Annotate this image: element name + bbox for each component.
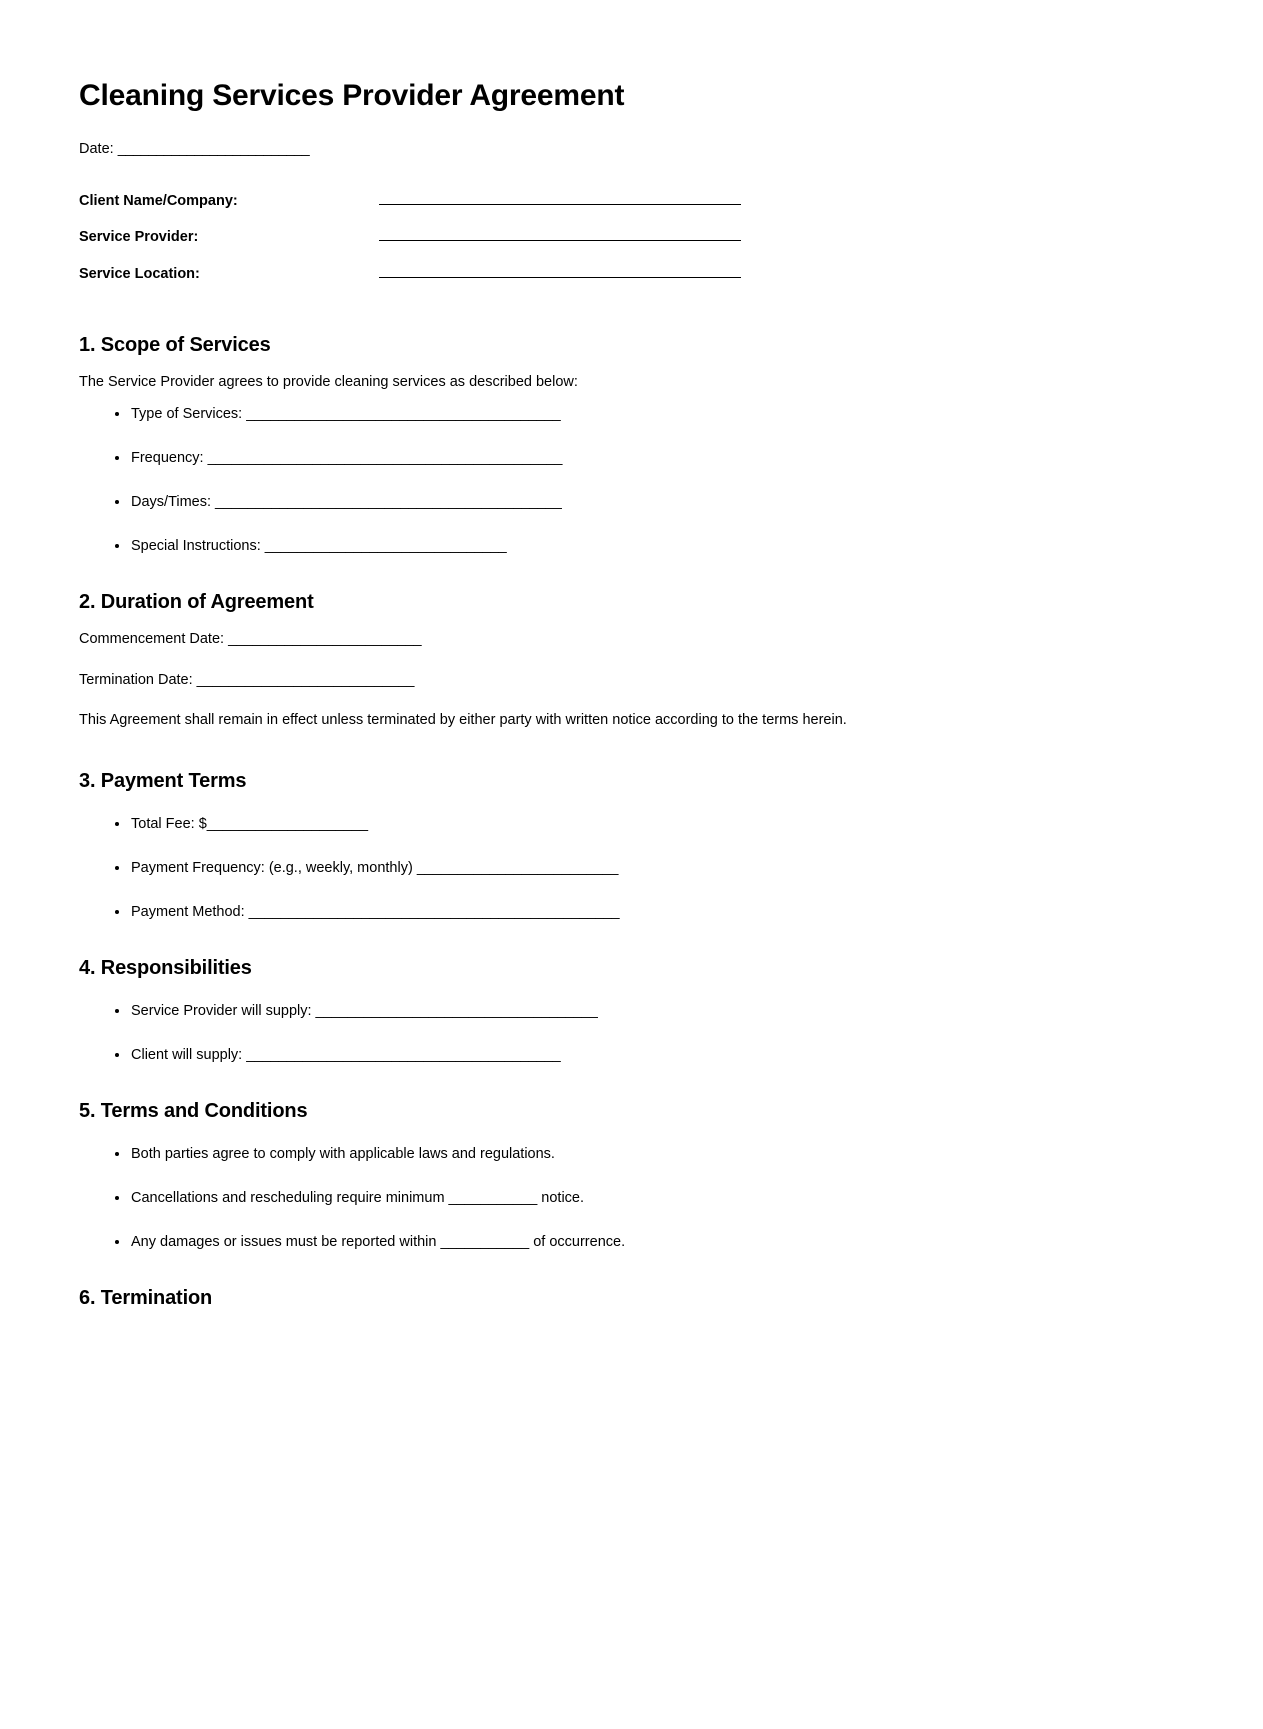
document-content — [79, 0, 1079, 1325]
termination-date-field[interactable]: Termination Date: ___________________________ — [79, 671, 415, 688]
section-terms-and-conditions — [79, 1066, 1079, 1253]
list-item[interactable]: Payment Method: ______________________________________________ — [79, 902, 1079, 923]
section-heading-3: 3. Payment Terms — [79, 770, 247, 793]
terms-conditions-list — [79, 1144, 1079, 1253]
scope-intro-text: The Service Provider agrees to provide cleaning services as described below: — [79, 374, 578, 391]
section-payment-terms — [79, 736, 1079, 923]
section-heading-1: 1. Scope of Services — [79, 334, 271, 357]
commencement-date-field[interactable]: Commencement Date: ________________________ — [79, 630, 422, 647]
service-location-label: Service Location: — [79, 265, 200, 282]
client-name-input-rule[interactable] — [379, 191, 741, 205]
list-item[interactable]: Total Fee: $____________________ — [79, 814, 1079, 835]
section-responsibilities — [79, 923, 1079, 1066]
service-provider-label: Service Provider: — [79, 229, 199, 246]
service-location-input-rule[interactable] — [379, 264, 741, 278]
client-name-label: Client Name/Company: — [79, 193, 238, 210]
payment-fields-list — [79, 814, 1079, 923]
party-row-client-name — [79, 191, 1079, 211]
list-item[interactable]: Client will supply: _______________________________________ — [79, 1045, 1079, 1066]
section-scope-of-services — [79, 300, 1079, 557]
page-title: Cleaning Services Provider Agreement — [79, 79, 625, 112]
date-field-row — [79, 139, 1079, 161]
section-heading-6: 6. Termination — [79, 1287, 213, 1310]
date-label: Date: — [79, 141, 118, 158]
section-heading-5: 5. Terms and Conditions — [79, 1100, 308, 1123]
duration-paragraph: This Agreement shall remain in effect unless terminated by either party with written notice according to the terms herein. — [79, 712, 847, 729]
party-row-service-location — [79, 264, 1079, 284]
section-termination — [79, 1253, 1079, 1325]
list-item[interactable]: Type of Services: _______________________________________ — [79, 404, 1079, 425]
scope-fields-list — [79, 404, 1079, 557]
section-heading-2: 2. Duration of Agreement — [79, 590, 314, 613]
party-information-block — [79, 191, 1079, 284]
list-item[interactable]: Cancellations and rescheduling require minimum ___________ notice. — [79, 1188, 1079, 1209]
section-heading-4: 4. Responsibilities — [79, 957, 252, 980]
list-item[interactable]: Payment Frequency: (e.g., weekly, monthly) _________________________ — [79, 858, 1079, 879]
list-item[interactable]: Frequency: ____________________________________________ — [79, 448, 1079, 469]
list-item[interactable]: Days/Times: ___________________________________________ — [79, 492, 1079, 513]
service-provider-input-rule[interactable] — [379, 227, 741, 241]
party-row-service-provider — [79, 227, 1079, 247]
list-item[interactable]: Special Instructions: ______________________________ — [79, 536, 1079, 557]
list-item[interactable]: Service Provider will supply: ___________________________________ — [79, 1001, 1079, 1022]
responsibilities-fields-list — [79, 1001, 1079, 1066]
date-blank-input[interactable]: _________________________ — [117, 141, 310, 158]
list-item[interactable]: Any damages or issues must be reported within ___________ of occurrence. — [79, 1232, 1079, 1253]
section-duration-of-agreement — [79, 557, 1079, 736]
list-item: Both parties agree to comply with applicable laws and regulations. — [79, 1144, 1079, 1165]
